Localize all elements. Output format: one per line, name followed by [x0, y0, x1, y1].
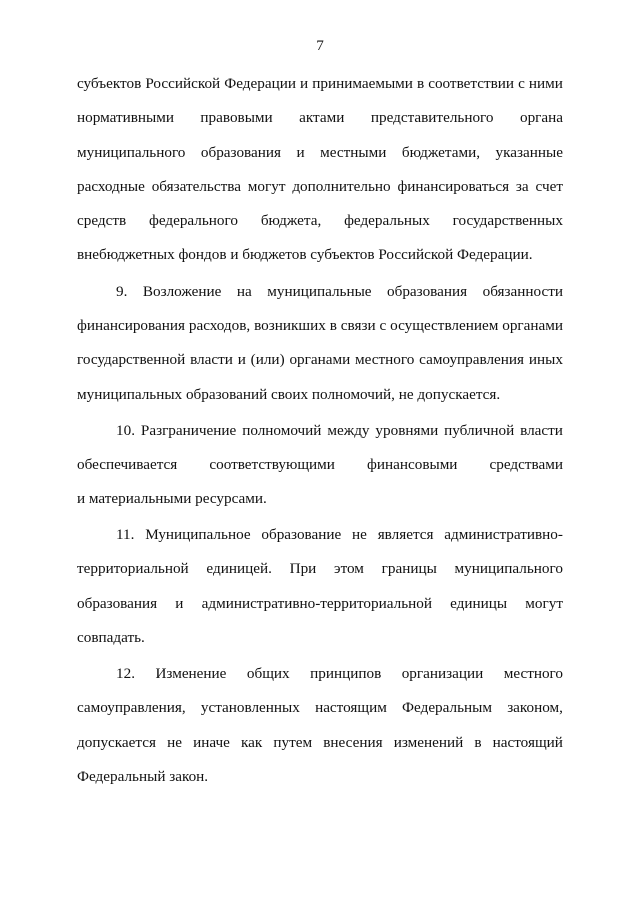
word: административно-: [444, 526, 563, 543]
word: представительного: [370, 109, 494, 126]
word: государственной: [77, 351, 186, 368]
word: Изменение: [155, 665, 227, 682]
word: изменений: [393, 734, 464, 751]
word: При: [289, 560, 317, 577]
word: внесения: [323, 734, 383, 751]
word: границы: [381, 560, 437, 577]
word: могут: [525, 595, 563, 612]
word: муниципальные: [267, 283, 372, 300]
word: ними: [528, 75, 563, 92]
word: обязанности: [482, 283, 563, 300]
word: местными: [320, 144, 387, 161]
word: территориальной: [77, 560, 189, 577]
word: между: [327, 422, 370, 439]
word: соответствии: [428, 75, 515, 92]
word: Разграничение: [140, 422, 237, 439]
word: и: [296, 144, 305, 161]
word: нормативными: [77, 109, 174, 126]
word: с: [518, 75, 525, 92]
page-number: 7: [316, 37, 324, 54]
word: органами: [502, 317, 563, 334]
word: финансовыми: [367, 456, 458, 473]
word: образование: [261, 526, 342, 543]
word: местного: [355, 351, 415, 368]
word: финансирования: [77, 317, 185, 334]
word: иначе: [193, 734, 230, 751]
word: федеральных: [344, 212, 430, 229]
word: средств: [77, 212, 127, 229]
word: общих: [246, 665, 290, 682]
word: принципов: [310, 665, 382, 682]
word: единицей.: [206, 560, 272, 577]
word: самоуправления: [419, 351, 525, 368]
word: принимаемыми: [312, 75, 413, 92]
word: допускается: [77, 734, 156, 751]
word: органа: [519, 109, 563, 126]
word: является: [377, 526, 434, 543]
text-line: [77, 142, 563, 164]
word: счет: [535, 178, 563, 195]
word: публичной: [444, 422, 515, 439]
word: образования: [200, 144, 282, 161]
word: муниципального: [77, 144, 186, 161]
text-line: [77, 349, 563, 371]
word: расходные: [77, 178, 145, 195]
text-line: [116, 663, 563, 685]
word: этом: [334, 560, 364, 577]
word: Российской: [145, 75, 221, 92]
text-line: и материальными ресурсами.: [77, 490, 267, 507]
text-line: [77, 315, 563, 337]
word: государственных: [452, 212, 563, 229]
word: могут: [247, 178, 286, 195]
text-line: Федеральный закон.: [77, 768, 209, 785]
word: расходов,: [188, 317, 251, 334]
word: Федеральным: [402, 699, 492, 716]
word: на: [236, 283, 252, 300]
word: с: [379, 317, 387, 334]
word: организации: [401, 665, 484, 682]
word: бюджетами,: [401, 144, 481, 161]
word: муниципального: [454, 560, 563, 577]
text-line: [77, 210, 563, 232]
word: связи: [340, 317, 376, 334]
text-line: [116, 524, 563, 546]
text-line: [77, 697, 563, 719]
word: не: [352, 526, 367, 543]
text-line: [77, 176, 563, 198]
word: 12.: [116, 665, 135, 682]
word: в: [474, 734, 482, 751]
word: образования: [77, 595, 158, 612]
word: местного: [503, 665, 563, 682]
word: обязательства: [151, 178, 241, 195]
word: путем: [273, 734, 313, 751]
text-line: [77, 454, 563, 476]
word: и: [237, 351, 246, 368]
word: как: [241, 734, 263, 751]
word: субъектов: [77, 75, 142, 92]
text-line: [77, 107, 563, 129]
word: законом,: [507, 699, 563, 716]
word: обеспечивается: [77, 456, 178, 473]
word: настоящий: [492, 734, 563, 751]
word: иных: [528, 351, 563, 368]
text-line: совпадать.: [77, 629, 145, 646]
text-line: [77, 73, 563, 95]
word: 10.: [116, 422, 135, 439]
text-line: [77, 593, 563, 615]
text-line: [77, 558, 563, 580]
word: установленных: [200, 699, 300, 716]
word: указанные: [495, 144, 563, 161]
word: соответствующими: [209, 456, 335, 473]
word: и: [300, 75, 309, 92]
word: осуществлением: [390, 317, 499, 334]
word: административно-территориальной: [201, 595, 432, 612]
word: настоящим: [315, 699, 387, 716]
word: Возложение: [142, 283, 222, 300]
word: бюджета,: [260, 212, 322, 229]
text-line: [116, 281, 563, 303]
text-line: муниципальных образований своих полномочий, не допускается.: [77, 386, 501, 403]
word: в: [329, 317, 337, 334]
text-line: внебюджетных фондов и бюджетов субъектов Российской Федерации.: [77, 246, 533, 263]
word: возникших: [254, 317, 326, 334]
word: и: [175, 595, 184, 612]
word: (или): [250, 351, 285, 368]
word: правовыми: [200, 109, 273, 126]
word: единицы: [450, 595, 508, 612]
word: 9.: [116, 283, 128, 300]
word: за: [515, 178, 529, 195]
word: федерального: [148, 212, 238, 229]
word: дополнительно: [292, 178, 391, 195]
word: полномочий: [242, 422, 322, 439]
word: Муниципальное: [145, 526, 251, 543]
text-line: [77, 732, 563, 754]
word: образования: [387, 283, 468, 300]
word: власти: [190, 351, 233, 368]
word: не: [167, 734, 182, 751]
word: самоуправления,: [77, 699, 186, 716]
word: в: [416, 75, 425, 92]
word: 11.: [116, 526, 135, 543]
word: Федерации: [224, 75, 296, 92]
word: власти: [520, 422, 563, 439]
word: уровнями: [375, 422, 439, 439]
text-line: [116, 420, 563, 442]
word: средствами: [489, 456, 563, 473]
word: финансироваться: [397, 178, 510, 195]
word: органами: [289, 351, 351, 368]
word: актами: [299, 109, 345, 126]
